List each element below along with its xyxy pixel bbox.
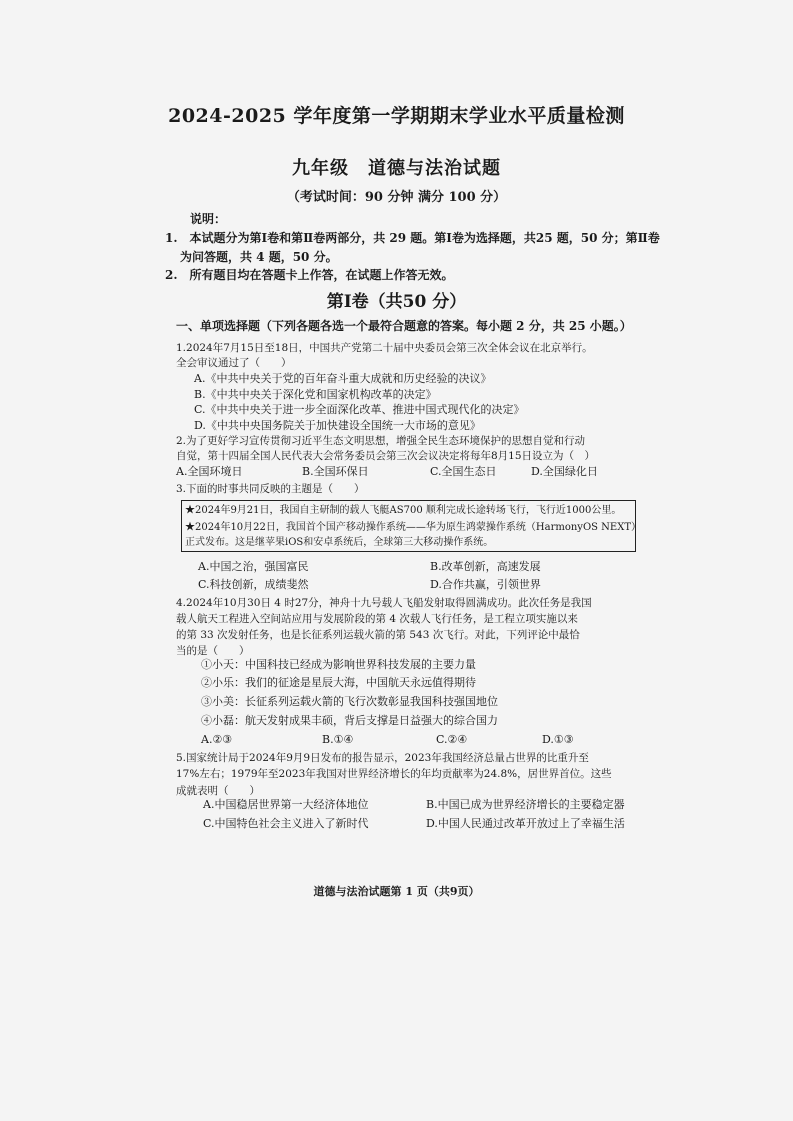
- instruction-line: 2. 所有题目均在答题卡上作答，在试题上作答无效。: [165, 268, 454, 282]
- exam-info: （考试时间：90 分钟 满分 100 分）: [286, 190, 507, 205]
- news-item: ★2024年9月21日，我国自主研制的载人飞艇AS700 顺利完成长途转场飞行，飞行近1000公里。: [185, 505, 622, 516]
- option-a: A.中国之治，强国富民: [198, 560, 309, 573]
- option-d: D.全国绿化日: [531, 465, 598, 478]
- section-instruction: 一、单项选择题（下列各题各选一个最符合题意的答案。每小题 2 分，共 25 小题。）: [176, 319, 632, 333]
- instruction-line: 为问答题，共 4 题，50 分。: [180, 250, 338, 264]
- statement: ①小天：中国科技已经成为影响世界科技发展的主要力量: [201, 658, 476, 671]
- question-stem: 成就表明（ ）: [176, 785, 260, 797]
- section-title: 第Ⅰ卷（共50 分）: [326, 292, 467, 312]
- option-c: C.②④: [436, 733, 468, 746]
- news-box: [181, 500, 642, 552]
- option-d: D.①③: [542, 733, 574, 746]
- question-stem: 2.为了更好学习宣传贯彻习近平生态文明思想，增强全民生态环境保护的思想自觉和行动: [176, 435, 586, 447]
- question-stem: 载人航天工程进入空间站应用与发展阶段的第 4 次载人飞行任务，是工程立项实施以来: [176, 613, 578, 625]
- option-a: A.《中共中央关于党的百年奋斗重大成就和历史经验的决议》: [194, 372, 492, 385]
- question-stem: 当的是（ ）: [176, 645, 250, 657]
- option-d: D.合作共赢，引领世界: [430, 578, 541, 591]
- option-c: C.全国生态日: [430, 465, 497, 478]
- exam-subject: 九年级 道德与法治试题: [292, 158, 501, 179]
- question-stem: 的第 33 次发射任务，也是长征系列运载火箭的第 543 次飞行。对此，下列评论中最恰: [176, 629, 580, 641]
- option-c: C.中国特色社会主义进入了新时代: [203, 817, 369, 830]
- question-stem: 5.国家统计局于2024年9月9日发布的报告显示，2023年我国经济总量占世界的比重升至: [176, 752, 589, 764]
- exam-title: 2024-2025 学年度第一学期期末学业水平质量检测: [168, 105, 625, 127]
- option-c: C.《中共中央关于进一步全面深化改革、推进中国式现代化的决定》: [194, 403, 525, 416]
- statement: ②小乐：我们的征途是星辰大海，中国航天永远值得期待: [201, 676, 476, 689]
- option-a: A.全国环境日: [176, 465, 243, 478]
- option-b: B.①④: [322, 733, 354, 746]
- news-item: ★2024年10月22日，我国首个国产移动操作系统——华为原生鸿蒙操作系统（HarmonyOS NEXT）: [185, 522, 642, 533]
- option-b: B.全国环保日: [302, 465, 369, 478]
- option-d: D.《中共中央国务院关于加快建设全国统一大市场的意见》: [194, 419, 481, 432]
- question-stem: 自觉，第十四届全国人民代表大会常务委员会第三次会议决定将每年8月15日设立为（ ）: [176, 450, 596, 462]
- option-b: B.《中共中央关于深化党和国家机构改革的决定》: [194, 388, 437, 401]
- option-b: B.改革创新，高速发展: [430, 560, 541, 573]
- instruction-line: 1. 本试题分为第Ⅰ卷和第Ⅱ卷两部分，共 29 题。第Ⅰ卷为选择题，共25 题，50 分；第Ⅱ卷: [165, 231, 660, 245]
- option-d: D.中国人民通过改革开放过上了幸福生活: [426, 817, 625, 830]
- option-c: C.科技创新，成绩斐然: [198, 578, 309, 591]
- instructions-label: 说明：: [190, 212, 227, 226]
- option-a: A.中国稳居世界第一大经济体地位: [203, 798, 369, 811]
- question-stem: 1.2024年7月15日至18日，中国共产党第二十届中央委员会第三次全体会议在北京举行。: [176, 342, 593, 354]
- page-footer: 道德与法治试题第 1 页（共9页）: [313, 885, 480, 898]
- question-stem: 3.下面的时事共同反映的主题是（ ）: [176, 483, 365, 495]
- question-stem: 全会审议通过了（ ）: [176, 357, 292, 369]
- statement: ③小美：长征系列运载火箭的飞行次数彰显我国科技强国地位: [201, 695, 498, 708]
- question-stem: 17%左右；1979年至2023年我国对世界经济增长的年均贡献率为24.8%，居世界首位。这些: [176, 768, 612, 780]
- option-b: B.中国已成为世界经济增长的主要稳定器: [426, 798, 625, 811]
- option-a: A.②③: [201, 733, 233, 746]
- question-stem: 4.2024年10月30日 4 时27分，神舟十九号载人飞船发射取得圆满成功。此次任务是我国: [176, 597, 592, 609]
- statement: ④小磊：航天发射成果丰硕，背后支撑是日益强大的综合国力: [201, 714, 498, 727]
- news-item: 正式发布。这是继苹果iOS和安卓系统后，全球第三大移动操作系统。: [185, 537, 494, 548]
